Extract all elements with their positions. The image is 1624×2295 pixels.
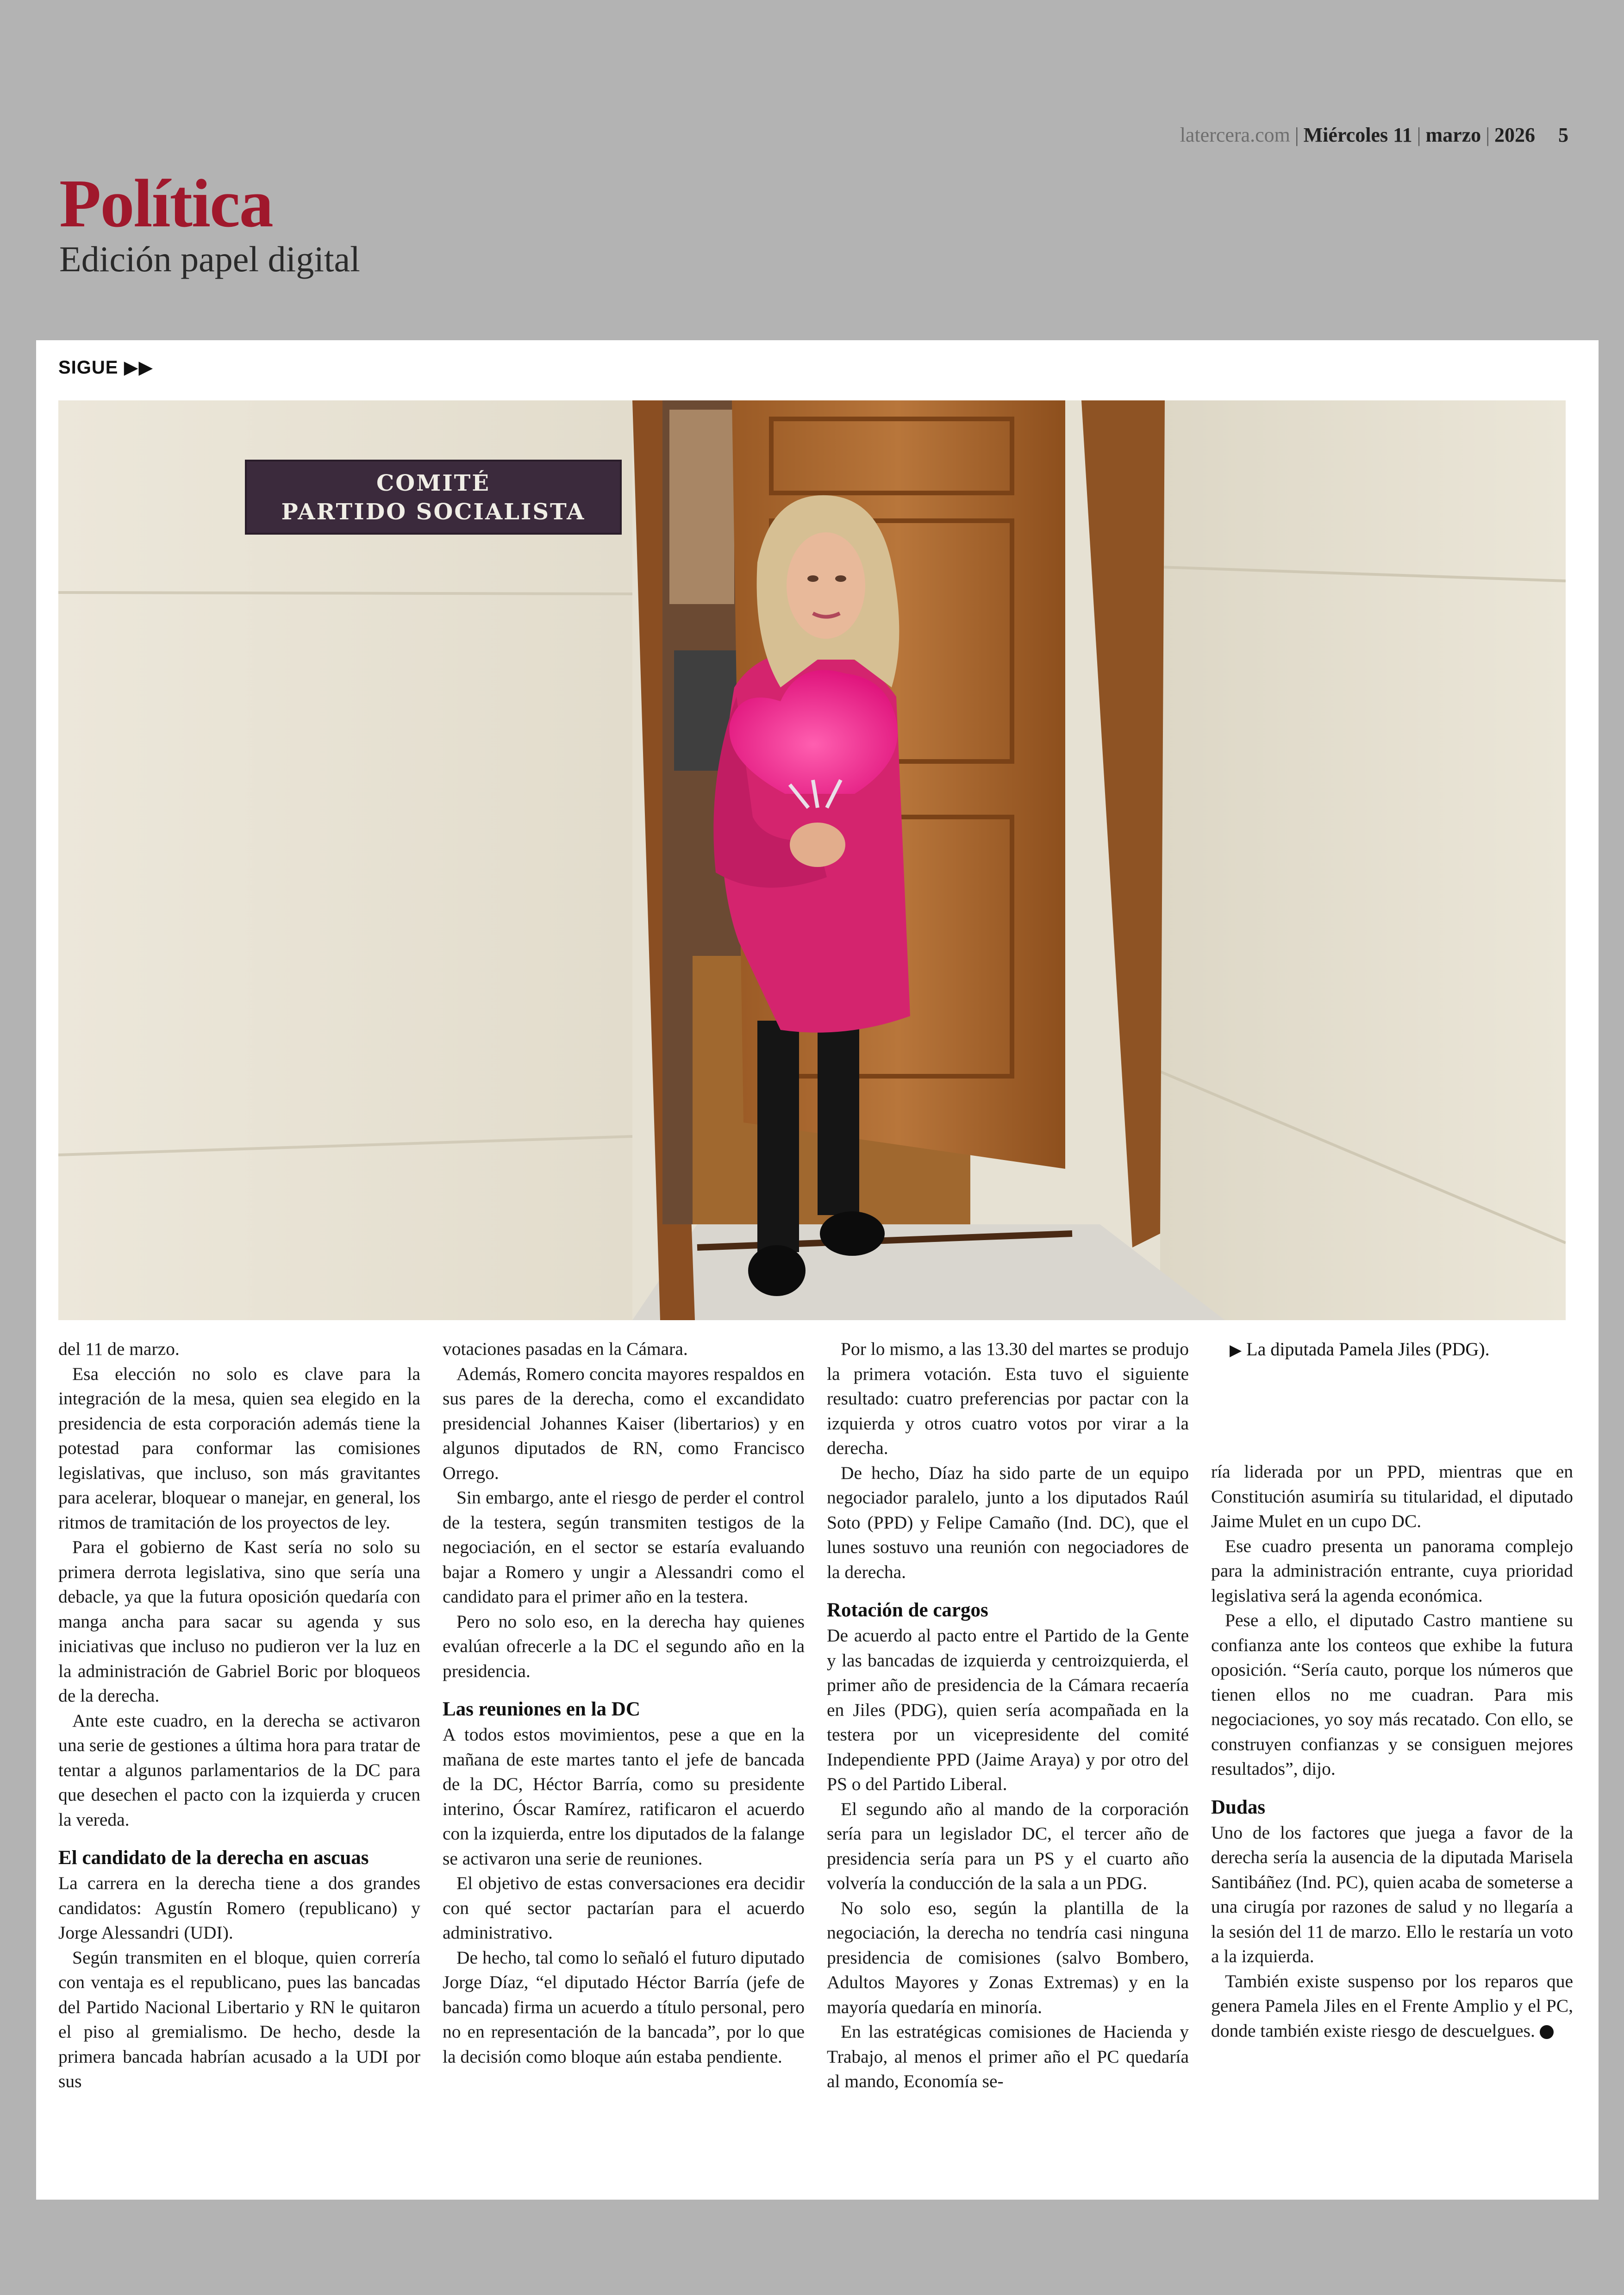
issue-year: 2026 (1494, 124, 1535, 146)
paragraph: Pero no solo eso, en la derecha hay quienes evalúan ofrecerle a la DC el segundo año en la presidencia. (443, 1611, 805, 1681)
paragraph: Según transmiten en el bloque, quien correría con ventaja es el republicano, pues las bancadas del Partido Nacional Libertario y RN le quitaron el piso al gremialismo. De hecho, desde la primera bancada habrían acusado a la UDI por sus (58, 1947, 420, 2091)
svg-text:COMITÉ: COMITÉ (376, 470, 490, 496)
paragraph: Para el gobierno de Kast sería no solo su primera derrota legislativa, sino que sería una debacle, ya que la futura oposición quedaría con manga ancha para sacar su agenda y sus iniciativas que incluso no pudieron ver la luz en la administración de Gabriel Boric por bloqueos de la derecha. (58, 1537, 420, 1706)
issue-meta: latercera.com | Miércoles 11 | marzo | 2026 5 (1180, 124, 1568, 146)
photo-illustration (58, 400, 1566, 1320)
newspaper-page (36, 340, 1599, 2200)
paragraph: A todos estos movimientos, pese a que en la mañana de este martes tanto el jefe de bancada de la DC, Héctor Barría, como su presidente interino, Óscar Ramírez, ratificaron el acuerdo con la izquierda, entre los diputados de la falange se activaron una serie de reuniones. (443, 1724, 805, 1869)
paragraph: El segundo año al mando de la corporación sería para un legislador DC, el tercer año de presidencia sería para un PS y el cuarto año volvería la conducción de la sala a un PDG. (827, 1798, 1189, 1893)
paragraph: Por lo mismo, a las 13.30 del martes se produjo la primera votación. Esta tuvo el siguiente resultado: cuatro preferencias por pactar con la izquierda y otros cuatro votos por virar a la derecha. (827, 1339, 1189, 1458)
issue-day: Miércoles 11 (1303, 124, 1412, 146)
end-mark-icon (1540, 2025, 1554, 2039)
subheading: Las reuniones en la DC (443, 1698, 640, 1720)
committee-sign (246, 461, 621, 534)
paragraph (1211, 1969, 1573, 2044)
paragraph: votaciones pasadas en la Cámara. (443, 1339, 688, 1359)
paragraph: Ante este cuadro, en la derecha se activaron una serie de gestiones a última hora para tratar de tentar a algunos parlamentarios de la DC para que desechen el pacto con la izquierda y crucen la vereda. (58, 1710, 420, 1830)
paragraph: Sin embargo, ante el riesgo de perder el control de la testera, según transmiten testigos de la negociación, en el sector se estaría evaluando bajar a Romero y ungir a Alessandri como el candidato para el primer año en la testera. (443, 1487, 805, 1607)
paragraph: Uno de los factores que juega a favor de la derecha sería la ausencia de la diputada Marisela Santibáñez (Ind. PC), quien acaba de someterse a una cirugía por razones de salud y no llegaría a la sesión del 11 de marzo. Ello le restaría un voto a la izquierda. (1211, 1822, 1573, 1966)
article-column-2 (443, 1337, 805, 2069)
paragraph: Esa elección no solo es clave para la integración de la mesa, quien sea elegido en la presidencia de esta corporación además tiene la potestad para conformar las comisiones legislativas, que incluso, son más gravitantes para acelerar, bloquear o manejar, en general, los ritmos de tramitación de los proyectos de ley. (58, 1363, 420, 1533)
edition-subtitle: Edición papel digital (59, 239, 360, 279)
subheading: Dudas (1211, 1796, 1266, 1818)
paragraph: No solo eso, según la plantilla de la negociación, la derecha no tendría casi ninguna presidencia de comisiones (salvo Bombero, Adultos Mayores y Zonas Extremas) y en la mayoría quedaría en minoría. (827, 1897, 1189, 2017)
section-title: Política (59, 166, 273, 242)
page-number: 5 (1558, 124, 1568, 146)
article-column-3 (827, 1337, 1189, 2094)
paragraph: De hecho, Díaz ha sido parte de un equipo negociador paralelo, junto a los diputados Raúl Soto (PPD) y Felipe Camaño (Ind. DC), que el lunes sostuvo una reunión con negociadores de la derecha. (827, 1462, 1189, 1582)
paragraph: Ese cuadro presenta un panorama complejo para la administración entrante, cuya prioridad legislativa será la agenda económica. (1211, 1535, 1573, 1606)
paragraph: De acuerdo al pacto entre el Partido de la Gente y las bancadas de izquierda y centroizquierda, el primer año de presidencia de la Cámara recaería en Jiles (PDG), quien sería acompañada en la testera por un vicepresidente del comité Independiente PPD (Jaime Araya) y por otro del PS o del Partido Liberal. (827, 1625, 1189, 1794)
svg-text:PARTIDO SOCIALISTA: PARTIDO SOCIALISTA (281, 499, 586, 525)
issue-month: marzo (1425, 124, 1481, 146)
site-link[interactable]: latercera.com (1180, 124, 1290, 146)
paragraph: del 11 de marzo. (58, 1339, 180, 1359)
article-column-4 (1211, 1459, 1573, 2043)
paragraph-text: También existe suspenso por los reparos que genera Pamela Jiles en el Frente Amplio y el PC, donde también existe riesgo de descuelgues. (1211, 1971, 1573, 2041)
paragraph: De hecho, tal como lo señaló el futuro diputado Jorge Díaz, “el diputado Héctor Barría (jefe de bancada) firma un acuerdo a título personal, pero no en representación de la bancada”, por lo que la decisión como bloque aún estaba pendiente. (443, 1947, 805, 2067)
continued-label: SIGUE ▶▶ (58, 357, 154, 378)
subheading: El candidato de la derecha en ascuas (58, 1847, 369, 1869)
paragraph: Además, Romero concita mayores respaldos en sus pares de la derecha, como el excandidato presidencial Johannes Kaiser (libertarios) y en algunos diputados de RN, como Francisco Orrego. (443, 1363, 805, 1483)
photo-caption: ▶ La diputada Pamela Jiles (PDG). (1230, 1339, 1490, 1360)
paragraph: Pese a ello, el diputado Castro mantiene su confianza ante los conteos que exhibe la futura oposición. “Sería cauto, porque los números que tienen ellos no me cuadran. Para mis negociaciones, yo soy más recatado. Con ello, se construyen confianzas y se consiguen mejores resultados”, dijo. (1211, 1610, 1573, 1779)
article-photo (58, 400, 1566, 1320)
subheading: Rotación de cargos (827, 1599, 988, 1621)
paragraph: La carrera en la derecha tiene a dos grandes candidatos: Agustín Romero (republicano) y Jorge Alessandri (UDI). (58, 1873, 420, 1943)
paragraph: ría liderada por un PPD, mientras que en Constitución asumiría su titularidad, el diputado Jaime Mulet en un cupo DC. (1211, 1461, 1573, 1531)
masthead (0, 0, 1624, 340)
paragraph: El objetivo de estas conversaciones era decidir con qué sector pactarían para el acuerdo administrativo. (443, 1873, 805, 1943)
paragraph: En las estratégicas comisiones de Hacienda y Trabajo, al menos el primer año el PC quedaría al mando, Economía se- (827, 2021, 1189, 2091)
article-column-1 (58, 1337, 420, 2094)
caption-arrow-icon: ▶ (1230, 1342, 1242, 1359)
